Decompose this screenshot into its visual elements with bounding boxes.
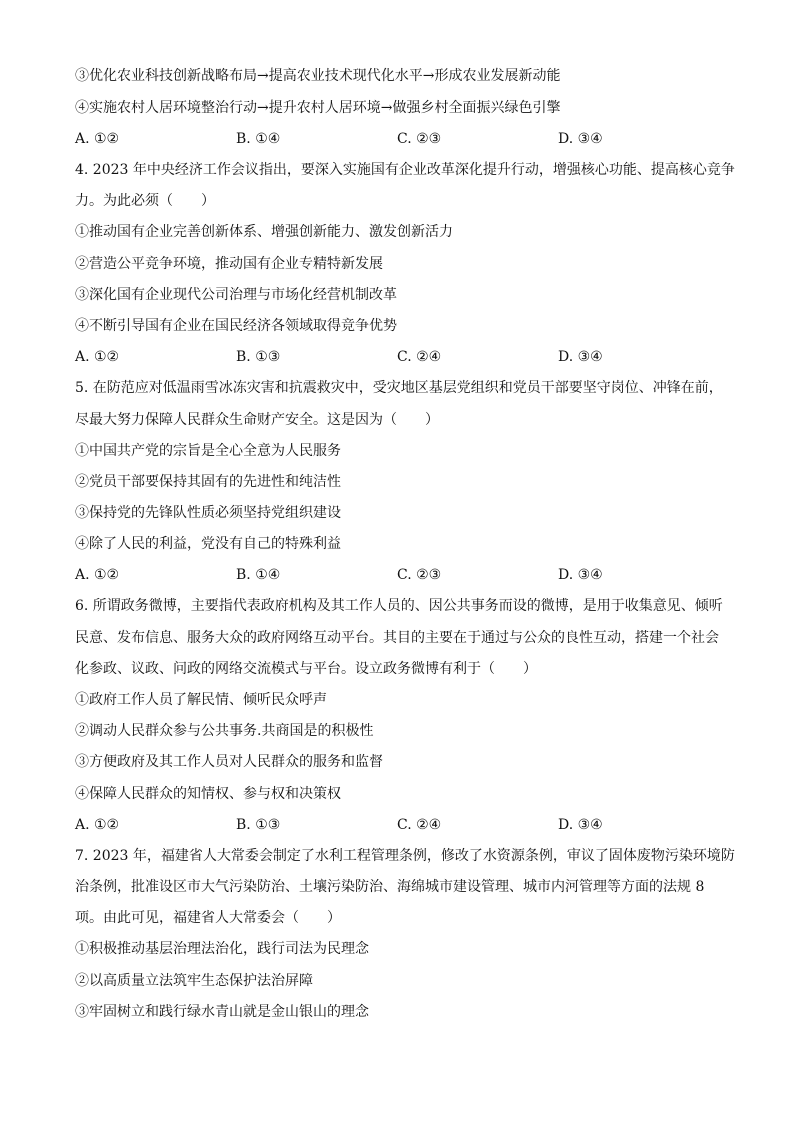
- option-c: C. ②④: [397, 817, 442, 833]
- option-a: A. ①②: [75, 349, 120, 365]
- question-7-stem: 项。由此可见，福建省人大常委会（ ）: [75, 910, 341, 926]
- question-6-stem: 6. 所谓政务微博，主要指代表政府机构及其工作人员的、因公共事务而设的微博，是用于收集意见、倾听: [75, 598, 723, 614]
- question-5-choice-3: ③保持党的先锋队性质必须坚持党组织建设: [75, 505, 341, 521]
- question-6-choice-1: ①政府工作人员了解民情、倾听民众呼声: [75, 692, 327, 708]
- question-4-choice-1: ①推动国有企业完善创新体系、增强创新能力、激发创新活力: [75, 224, 453, 240]
- question-4-options: [75, 347, 725, 367]
- question-4-stem: 力。为此必须（ ）: [75, 193, 215, 209]
- option-b: B. ①④: [236, 567, 281, 583]
- question-5-stem: 5. 在防范应对低温雨雪冰冻灾害和抗震救灾中，受灾地区基层党组织和党员干部要坚守岗位、冲锋在前，: [75, 380, 723, 396]
- question-7-choice-3: ③牢固树立和践行绿水青山就是金山银山的理念: [75, 1004, 369, 1020]
- question-6-choice-4: ④保障人民群众的知情权、参与权和决策权: [75, 786, 341, 802]
- option-d: D. ③④: [558, 349, 603, 365]
- question-6-choice-3: ③方便政府及其工作人员对人民群众的服务和监督: [75, 754, 383, 770]
- question-3-options: [75, 129, 725, 149]
- question-7-stem: 治条例，批准设区市大气污染防治、土壤污染防治、海绵城市建设管理、城市内河管理等方面的法规 8: [75, 879, 705, 895]
- option-c: C. ②④: [397, 349, 442, 365]
- question-6-stem: 民意、发布信息、服务大众的政府网络互动平台。其目的主要在于通过与公众的良性互动，搭建一个社会: [75, 630, 719, 646]
- question-4-choice-2: ②营造公平竞争环境，推动国有企业专精特新发展: [75, 256, 383, 272]
- option-d: D. ③④: [558, 567, 603, 583]
- question-5-choice-2: ②党员干部要保持其固有的先进性和纯洁性: [75, 474, 341, 490]
- option-c: C. ②③: [397, 567, 442, 583]
- question-5-choice-4: ④除了人民的利益，党没有自己的特殊利益: [75, 536, 341, 552]
- option-b: B. ①③: [236, 349, 281, 365]
- question-6-choice-2: ②调动人民群众参与公共事务.共商国是的积极性: [75, 723, 374, 739]
- question-4-choice-3: ③深化国有企业现代公司治理与市场化经营机制改革: [75, 287, 397, 303]
- question-5-options: [75, 565, 725, 585]
- question-5-choice-1: ①中国共产党的宗旨是全心全意为人民服务: [75, 443, 341, 459]
- option-b: B. ①③: [236, 817, 281, 833]
- question-6-stem: 化参政、议政、问政的网络交流模式与平台。设立政务微博有利于（ ）: [75, 661, 537, 677]
- option-a: A. ①②: [75, 817, 120, 833]
- option-d: D. ③④: [558, 131, 603, 147]
- question-7-stem: 7. 2023 年，福建省人大常委会制定了水利工程管理条例，修改了水资源条例，审议了固体废物污染环境防: [75, 848, 735, 864]
- question-7-choice-2: ②以高质量立法筑牢生态保护法治屏障: [75, 973, 313, 989]
- question-4-choice-4: ④不断引导国有企业在国民经济各领域取得竞争优势: [75, 318, 397, 334]
- question-3-choice-3: ③优化农业科技创新战略布局→提高农业技术现代化水平→形成农业发展新动能: [75, 68, 561, 84]
- question-4-stem: 4. 2023 年中央经济工作会议指出，要深入实施国有企业改革深化提升行动，增强核心功能、提高核心竞争: [75, 162, 735, 178]
- question-6-options: [75, 815, 725, 835]
- question-3-choice-4: ④实施农村人居环境整治行动→提升农村人居环境→做强乡村全面振兴绿色引擎: [75, 100, 561, 116]
- option-a: A. ①②: [75, 567, 120, 583]
- option-b: B. ①④: [236, 131, 281, 147]
- question-5-stem: 尽最大努力保障人民群众生命财产安全。这是因为（ ）: [75, 412, 439, 428]
- question-7-choice-1: ①积极推动基层治理法治化，践行司法为民理念: [75, 941, 369, 957]
- option-c: C. ②③: [397, 131, 442, 147]
- option-a: A. ①②: [75, 131, 120, 147]
- option-d: D. ③④: [558, 817, 603, 833]
